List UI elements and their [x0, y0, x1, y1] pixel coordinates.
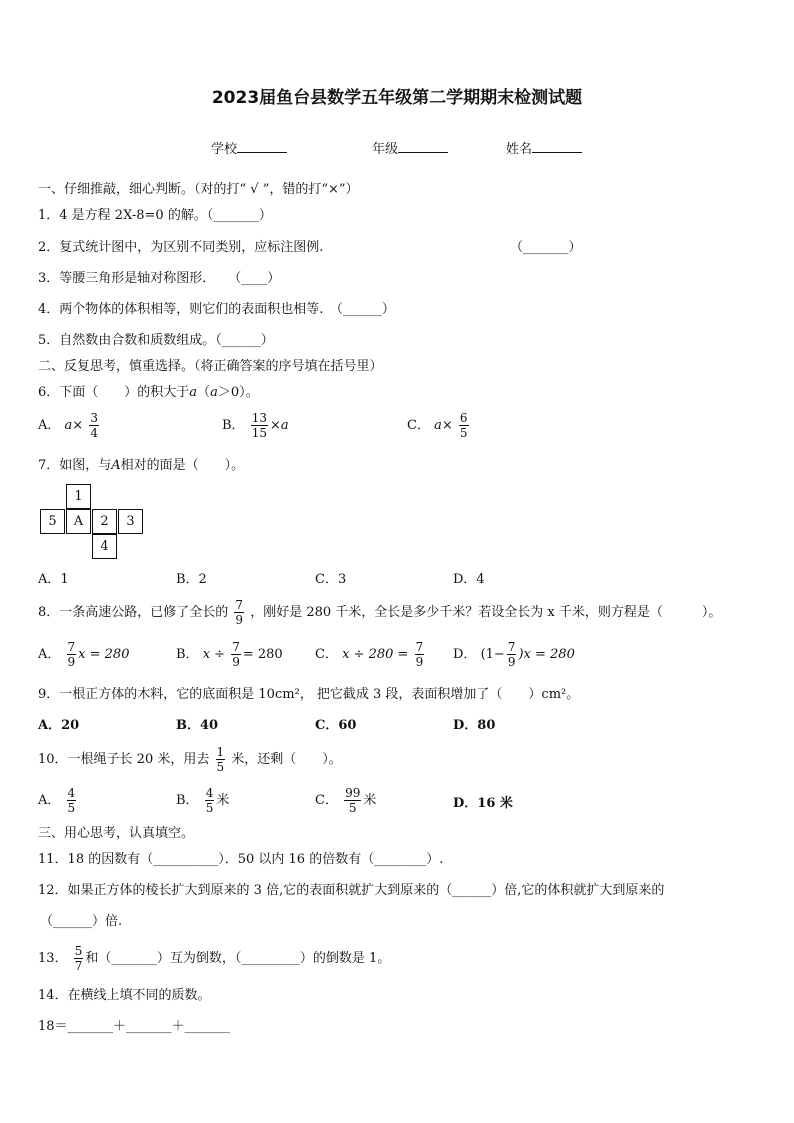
net-face-5: 5 [40, 509, 65, 534]
section3-heading: 三、用心思考，认真填空。 [38, 826, 195, 841]
section1-heading: 一、仔细推敲，细心判断。（对的打“ √ ”，错的打“×”） [38, 182, 359, 197]
net-face-2: 2 [92, 509, 117, 534]
q7-option-a[interactable]: A．1 [38, 572, 69, 587]
q10-option-b[interactable]: B． $\frac{4}{5}$ 米 [176, 786, 230, 815]
grade-label: 年级 [372, 142, 399, 157]
question-8: 8．一条高速公路，已修了全长的 $\frac{7}{9}$ ，刚好是 280 千米，全长是多少千米？若设全长为 x 千米，则方程是（ ）。 [38, 598, 722, 627]
question-12-line2: （______）倍. [40, 914, 123, 929]
q6-option-a[interactable]: A． a× $\frac{3}{4}$ [38, 411, 98, 440]
grade-field[interactable] [372, 143, 448, 156]
question-10: 10．一根绳子长 20 米，用去 $\frac{1}{5}$ 米，还剩（ ）。 [38, 745, 342, 774]
question-12-line1: 12．如果正方体的棱长扩大到原来的 3 倍,它的表面积就扩大到原来的（______）倍,它的体积就扩大到原来的 [38, 883, 665, 898]
net-face-a: A [66, 509, 91, 534]
q7-option-d[interactable]: D．4 [453, 572, 485, 587]
q10-option-a[interactable]: A． $\frac{4}{5}$ [38, 786, 76, 815]
name-field[interactable] [506, 143, 582, 156]
school-label: 学校 [211, 142, 238, 157]
q10-option-c[interactable]: C． $\frac{99}{5}$ 米 [315, 786, 377, 815]
question-6: 6．下面（ ）的积大于a（a＞0）。 [38, 385, 259, 400]
name-label: 姓名 [506, 142, 533, 157]
q7-option-c[interactable]: C．3 [315, 572, 347, 587]
net-face-4: 4 [92, 534, 117, 559]
q6-c-fraction: $\frac{6}{5}$ [459, 411, 468, 440]
question-9: 9．一根正方体的木料，它的底面积是 10cm²， 把它截成 3 段，表面积增加了（ ）cm²。 [38, 687, 580, 702]
q9-option-b[interactable]: B．40 [176, 718, 219, 733]
q7-option-b[interactable]: B．2 [176, 572, 207, 587]
question-2: 2．复式统计图中，为区别不同类别，应标注图例. [38, 240, 324, 255]
q8-option-d[interactable]: D． (1− $\frac{7}{9}$ )x = 280 [453, 640, 575, 669]
question-5: 5．自然数由合数和质数组成。（______） [38, 333, 274, 348]
question-14: 14．在横线上填不同的质数。 [38, 988, 211, 1003]
q9-option-a[interactable]: A．20 [38, 718, 80, 733]
q8-option-b[interactable]: B． x ÷ $\frac{7}{9}$ = 280 [176, 640, 283, 669]
question-4: 4．两个物体的体积相等，则它们的表面积也相等. （______） [38, 302, 395, 317]
q10-option-d[interactable]: D．16 米 [453, 796, 513, 811]
school-field[interactable] [211, 143, 287, 156]
q9-option-d[interactable]: D．80 [453, 718, 496, 733]
question-7: 7．如图，与A相对的面是（ ）。 [38, 458, 245, 473]
question-2-blank[interactable]: （_______） [510, 240, 582, 255]
net-face-1: 1 [66, 484, 91, 509]
question-11: 11．18 的因数有（__________）．50 以内 16 的倍数有（________）. [38, 852, 444, 867]
q9-option-c[interactable]: C．60 [315, 718, 357, 733]
question-14-equation[interactable]: 18＝_______＋_______＋_______ [38, 1019, 231, 1034]
question-3: 3．等腰三角形是轴对称图形． （____） [38, 271, 281, 286]
q6-option-b[interactable]: B． $\frac{13}{15}$ ×a [222, 411, 289, 440]
q6-option-c[interactable]: C． a× $\frac{6}{5}$ [407, 411, 468, 440]
net-face-3: 3 [118, 509, 143, 534]
section2-heading: 二、反复思考，慎重选择。（将正确答案的序号填在括号里） [38, 359, 383, 374]
page-title: 2023届鱼台县数学五年级第二学期期末检测试题 [211, 88, 583, 108]
q6-b-fraction: $\frac{13}{15}$ [251, 411, 267, 440]
q8-option-a[interactable]: A． $\frac{7}{9}$ x = 280 [38, 640, 130, 669]
question-13: 13． $\frac{5}{7}$ 和（_______）互为倒数，（_________）的倒数是 1。 [38, 944, 391, 973]
q6-a-fraction: $\frac{3}{4}$ [90, 411, 98, 440]
q8-option-c[interactable]: C． x ÷ 280 = $\frac{7}{9}$ [315, 640, 424, 669]
question-1: 1．4 是方程 2X-8=0 的解。（_______） [38, 208, 272, 223]
